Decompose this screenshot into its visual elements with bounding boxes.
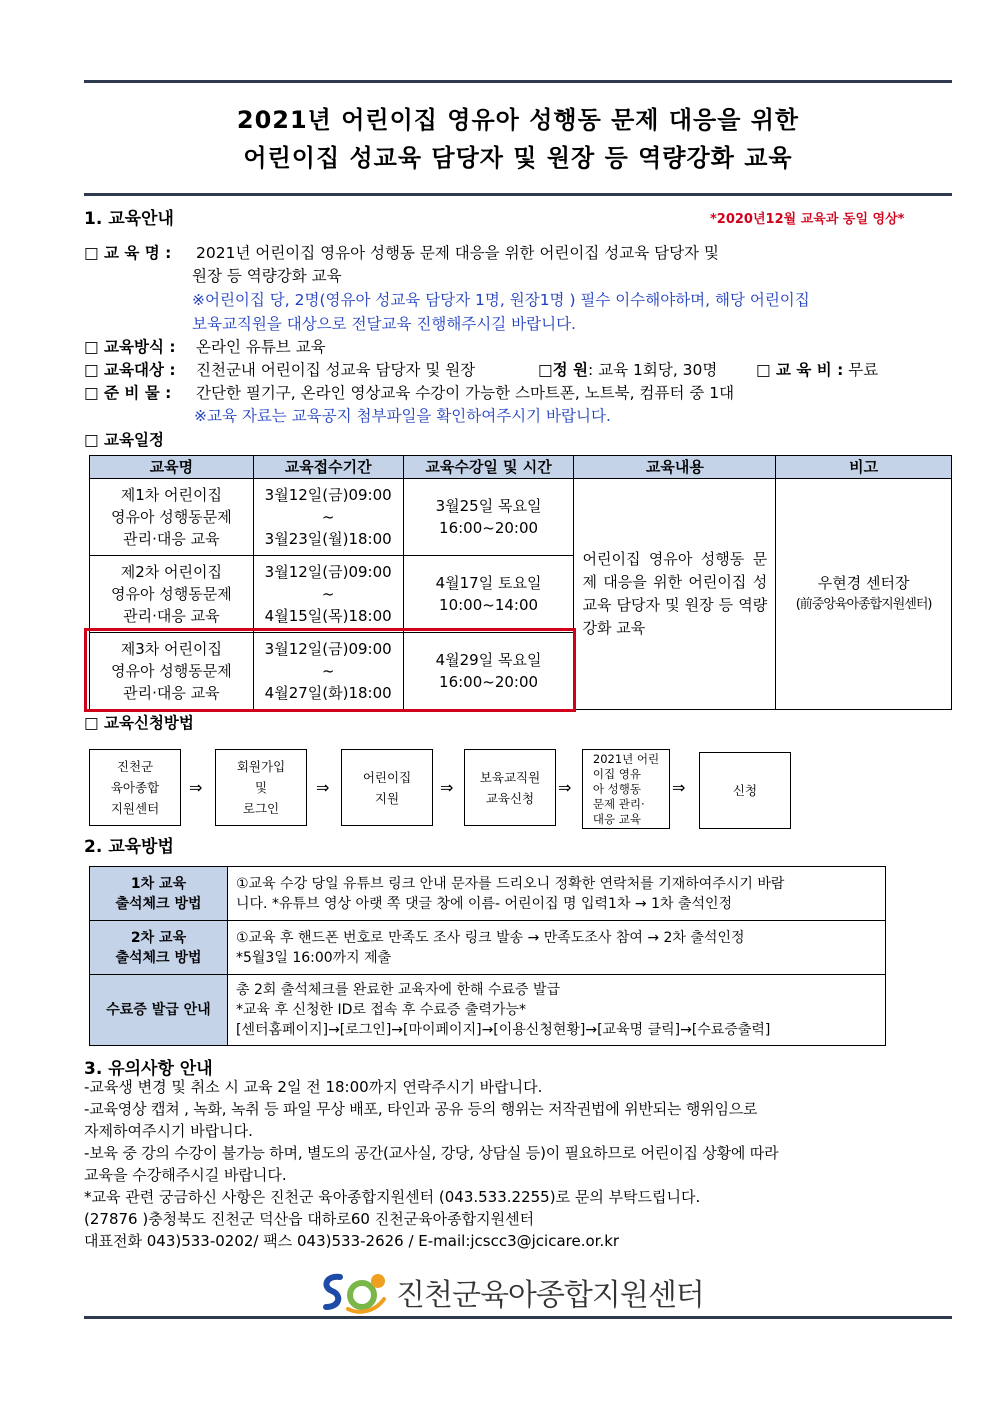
session-date: 4월29일 목요일 16:00~20:00	[403, 633, 574, 710]
session-period: 3월12일(금)09:00 ~ 3월23일(월)18:00	[253, 479, 403, 556]
flow-step-daycare-support: 어린이집 지원	[341, 749, 433, 826]
doc-title-line1: 2021년 어린이집 영유아 성행동 문제 대응을 위한	[236, 106, 800, 134]
fee: □ 교 육 비 : 무료	[756, 361, 879, 379]
capacity: □정 원: 교육 1회당, 30명	[538, 361, 718, 379]
title-rule	[84, 193, 952, 196]
edu-method-value: 온라인 유튜브 교육	[196, 338, 326, 356]
table-row	[90, 867, 886, 921]
flow-step-staff-training: 보육교직원 교육신청	[464, 749, 556, 826]
session-period: 3월12일(금)09:00 ~ 4월27일(화)18:00	[253, 633, 403, 710]
contact-address: (27876 )충청북도 진천군 덕산읍 대하로60 진천군육아종합지원센터	[84, 1210, 535, 1228]
prep-value: 간단한 필기구, 온라인 영상교육 수강이 가능한 스마트폰, 노트북, 컴퓨터 중 1대	[196, 384, 735, 402]
section3-heading: 3. 유의사항 안내	[84, 1059, 213, 1079]
edu-name-label: □ 교 육 명 :	[84, 244, 172, 262]
edu-method-label: □ 교육방식 :	[84, 338, 176, 356]
logo-text: 진천군육아종합지원센터	[396, 1278, 704, 1313]
edu-target-label: □ 교육대상 :	[84, 361, 176, 379]
section2-heading: 2. 교육방법	[84, 837, 174, 857]
edu-name-value2: 원장 등 역량강화 교육	[192, 267, 342, 285]
edu-name-value: 2021년 어린이집 영유아 성행동 문제 대응을 위한 어린이집 성교육 담당자 및	[196, 244, 719, 262]
notice-line: 교육을 수강해주시길 바랍니다.	[84, 1166, 287, 1184]
notice-line: -교육영상 캡쳐 , 녹화, 녹취 등 파일 무상 배포, 타인과 공유 등의 행위는 저작권법에 위반되는 행위임으로	[84, 1100, 758, 1118]
table-row	[90, 975, 886, 1046]
section1-heading: 1. 교육안내	[84, 209, 174, 229]
header-name: 교육명	[90, 456, 254, 479]
session-date: 3월25일 목요일 16:00~20:00	[403, 479, 574, 556]
notice-line: -교육생 변경 및 취소 시 교육 2일 전 18:00까지 연락주시기 바랍니다.	[84, 1078, 543, 1096]
method-head: 1차 교육 출석체크 방법	[90, 867, 228, 921]
same-video-note: *2020년12월 교육과 동일 영상*	[710, 212, 905, 227]
session-name: 제2차 어린이집 영유아 성행동문제 관리·대응 교육	[90, 556, 254, 633]
flow-step-signup: 회원가입 및 로그인	[215, 749, 307, 826]
session-content: 어린이집 영유아 성행동 문제 대응을 위한 어린이집 성교육 담당자 및 원장 등 역량강화 교육	[574, 479, 776, 710]
session-name: 제3차 어린이집 영유아 성행동문제 관리·대응 교육	[90, 633, 254, 710]
session-name: 제1차 어린이집 영유아 성행동문제 관리·대응 교육	[90, 479, 254, 556]
method-table	[89, 866, 886, 1046]
header-period: 교육접수기간	[253, 456, 403, 479]
bottom-rule	[84, 1316, 952, 1319]
header-content: 교육내용	[574, 456, 776, 479]
method-body: 총 2회 출석체크를 완료한 교육자에 한해 수료증 발급 *교육 후 신청한 ID로 접속 후 수료증 출력가능* [센터홈페이지]→[로그인]→[마이페이지]→[이용신청현황]→[교육명 클릭]→[수료증출력]	[228, 975, 886, 1046]
notice-line: -보육 중 강의 수강이 불가능 하며, 별도의 공간(교사실, 강당, 상담실 등)이 필요하므로 어린이집 상황에 따라	[84, 1144, 779, 1162]
header-remark: 비고	[776, 456, 952, 479]
session-remark: 우현경 센터장 (前중앙육아종합지원센터)	[776, 479, 952, 710]
flow-step-course: 2021년 어린 이집 영유 아 성행동 문제 관리· 대응 교육	[582, 749, 670, 829]
flow-arrow: ⇒	[558, 778, 572, 797]
header-date: 교육수강일 및 시간	[403, 456, 574, 479]
table-row	[90, 921, 886, 975]
method-head: 수료증 발급 안내	[90, 975, 228, 1046]
flow-arrow: ⇒	[672, 778, 686, 797]
flow-step-center: 진천군 육아종합 지원센터	[89, 749, 181, 826]
contact-phone-email: 대표전화 043)533-0202/ 팩스 043)533-2626 / E-mail:jcscc3@jcicare.or.kr	[84, 1232, 620, 1250]
edu-target-value: 진천군내 어린이집 성교육 담당자 및 원장	[196, 361, 476, 379]
session-period: 3월12일(금)09:00 ~ 4월15일(목)18:00	[253, 556, 403, 633]
top-rule	[84, 80, 952, 83]
table-row	[90, 479, 952, 556]
third-session-highlight	[84, 628, 576, 712]
session-date: 4월17일 토요일 10:00~14:00	[403, 556, 574, 633]
logo-mark-icon	[318, 1269, 392, 1315]
prep-note: ※교육 자료는 교육공지 첨부파일을 확인하여주시기 바랍니다.	[194, 407, 611, 425]
flow-step-apply: 신청	[699, 752, 791, 829]
doc-title-line2: 어린이집 성교육 담당자 및 원장 등 역량강화 교육	[243, 144, 793, 172]
apply-label: □ 교육신청방법	[84, 714, 194, 732]
flow-arrow: ⇒	[316, 778, 330, 797]
prep-label: □ 준 비 물 :	[84, 384, 172, 402]
contact-inquiry: *교육 관련 궁금하신 사항은 진천군 육아종합지원센터 (043.533.2255)로 문의 부탁드립니다.	[84, 1188, 701, 1206]
method-body: ①교육 수강 당일 유튜브 링크 안내 문자를 드리오니 정확한 연락처를 기재하여주시기 바람 니다. *유튜브 영상 아랫 쪽 댓글 창에 이름- 어린이집 명 입력1차 → 1차 출석인정	[228, 867, 886, 921]
schedule-header-row	[90, 456, 952, 479]
center-logo	[318, 1268, 718, 1316]
notice-line: 자제하여주시기 바랍니다.	[84, 1122, 253, 1140]
flow-arrow: ⇒	[189, 778, 203, 797]
schedule-label: □ 교육일정	[84, 431, 164, 449]
edu-name-note2: 보육교직원을 대상으로 전달교육 진행해주시길 바랍니다.	[192, 315, 576, 333]
method-body: ①교육 후 핸드폰 번호로 만족도 조사 링크 발송 → 만족도조사 참여 → 2차 출석인정 *5월3일 16:00까지 제출	[228, 921, 886, 975]
method-head: 2차 교육 출석체크 방법	[90, 921, 228, 975]
flow-arrow: ⇒	[440, 778, 454, 797]
edu-name-note1: ※어린이집 당, 2명(영유아 성교육 담당자 1명, 원장1명 ) 필수 이수해야하며, 해당 어린이집	[192, 291, 810, 309]
